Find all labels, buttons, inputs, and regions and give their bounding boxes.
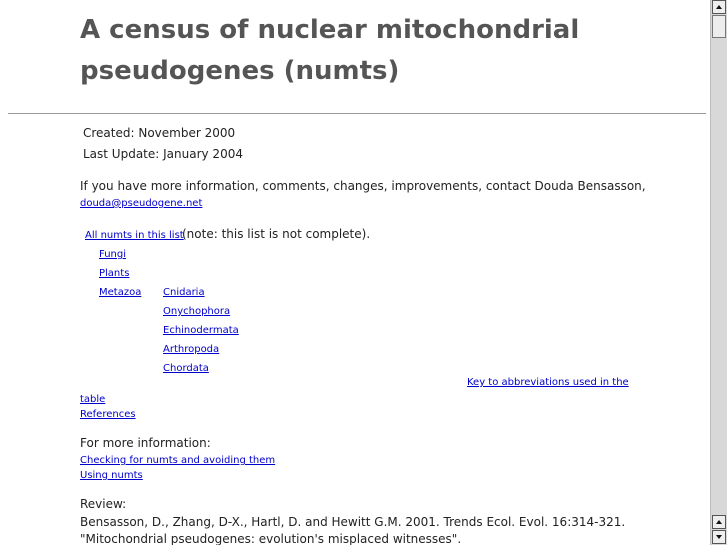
- scroll-up-button[interactable]: [712, 0, 726, 14]
- arthropoda-link[interactable]: Arthropoda: [163, 344, 220, 355]
- arrow-down-icon: [716, 535, 722, 539]
- review-heading: Review:: [80, 497, 127, 511]
- page-title: [80, 10, 640, 92]
- arrow-up-icon: [716, 520, 722, 524]
- checking-numts-link[interactable]: Checking for numts and avoiding them: [80, 455, 276, 466]
- all-numts-link[interactable]: All numts in this list: [85, 230, 184, 241]
- page-title-line1: A census of nuclear mitochondrial: [80, 15, 580, 45]
- chordata-link[interactable]: Chordata: [163, 363, 209, 374]
- scroll-up-button-lower[interactable]: [712, 515, 726, 529]
- echinodermata-link[interactable]: Echinodermata: [163, 325, 239, 336]
- horizontal-divider: [8, 113, 706, 114]
- plants-link[interactable]: Plants: [99, 268, 130, 279]
- review-citation: Bensasson, D., Zhang, D-X., Hartl, D. and Hewitt G.M. 2001. Trends Ecol. Evol. 16:314-321.: [80, 515, 626, 529]
- arrow-up-icon: [716, 5, 722, 9]
- list-note: (note: this list is not complete).: [182, 227, 371, 241]
- contact-email-link[interactable]: douda@pseudogene.net: [80, 198, 203, 209]
- abbreviations-key-link-cont[interactable]: table: [80, 394, 106, 405]
- cnidaria-link[interactable]: Cnidaria: [163, 287, 205, 298]
- last-update-date: Last Update: January 2004: [83, 147, 243, 161]
- contact-text: If you have more information, comments, changes, improvements, contact Douda Bensasson,: [80, 179, 646, 193]
- onychophora-link[interactable]: Onychophora: [163, 306, 231, 317]
- metazoa-link[interactable]: Metazoa: [99, 287, 142, 298]
- scroll-down-button[interactable]: [712, 530, 726, 544]
- fungi-link[interactable]: Fungi: [99, 249, 127, 260]
- vertical-scrollbar[interactable]: [710, 0, 727, 545]
- review-title: "Mitochondrial pseudogenes: evolution's misplaced witnesses".: [80, 532, 462, 545]
- abbreviations-key-link[interactable]: Key to abbreviations used in the: [467, 377, 629, 388]
- page-title-line2: pseudogenes (numts): [80, 56, 400, 86]
- created-date: Created: November 2000: [83, 126, 236, 140]
- references-link[interactable]: References: [80, 409, 136, 420]
- scroll-thumb[interactable]: [712, 15, 726, 38]
- more-info-heading: For more information:: [80, 436, 211, 450]
- using-numts-link[interactable]: Using numts: [80, 470, 143, 481]
